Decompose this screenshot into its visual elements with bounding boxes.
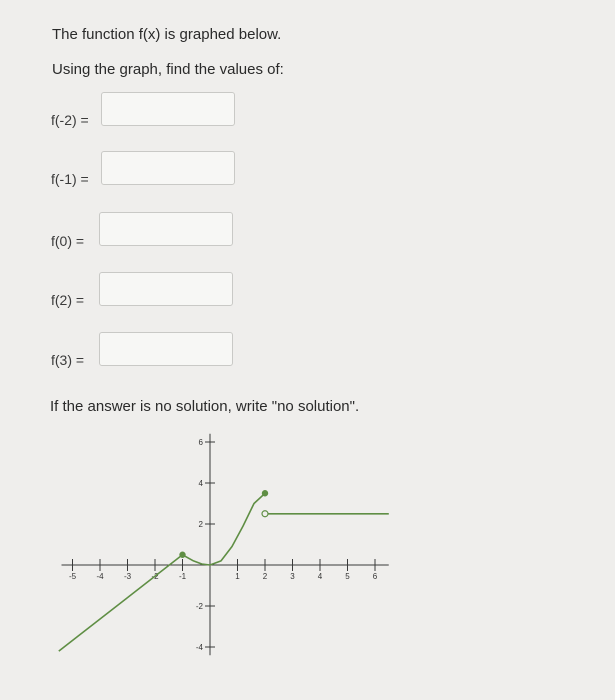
y-tick-label: -2 [195, 602, 203, 611]
closed-point [262, 490, 268, 496]
question-label-f-0: f(0) = [51, 233, 85, 249]
y-tick-label: 6 [198, 438, 203, 447]
curve-group [59, 490, 389, 651]
x-tick-label: -3 [123, 572, 132, 581]
x-tick-label: 2 [262, 572, 268, 581]
question-label-f-3: f(3) = [51, 352, 85, 368]
question-label-f-neg2: f(-2) = [51, 112, 89, 128]
answer-input-f-2[interactable] [99, 272, 233, 306]
instruction-text: Using the graph, find the values of: [52, 61, 284, 78]
x-tick-label: 3 [290, 572, 295, 581]
x-axis-group [62, 559, 389, 581]
x-tick-label: -1 [178, 572, 187, 581]
curve-piece-1 [183, 493, 266, 565]
y-axis-group [196, 434, 215, 655]
answer-input-f-neg1[interactable] [101, 151, 235, 185]
x-tick-label: -4 [96, 572, 104, 581]
y-tick-label: -4 [195, 643, 203, 652]
closed-point [179, 552, 185, 558]
x-tick-label: -5 [68, 572, 77, 581]
y-tick-label: 2 [198, 520, 203, 529]
open-point [262, 511, 268, 517]
question-label-f-2: f(2) = [51, 292, 85, 308]
x-tick-label: 4 [317, 572, 323, 581]
function-graph [40, 430, 400, 660]
y-tick-label: 4 [198, 479, 203, 488]
x-tick-label: 1 [235, 572, 240, 581]
question-label-f-neg1: f(-1) = [51, 171, 89, 187]
x-tick-label: 6 [372, 572, 378, 581]
x-tick-label: -2 [151, 572, 159, 581]
answer-input-f-neg2[interactable] [101, 92, 235, 126]
no-solution-note: If the answer is no solution, write "no solution". [50, 398, 360, 415]
answer-input-f-3[interactable] [99, 332, 233, 366]
answer-input-f-0[interactable] [99, 212, 233, 246]
x-tick-label: 5 [345, 572, 350, 581]
intro-text: The function f(x) is graphed below. [52, 26, 282, 43]
curve-piece-0 [59, 555, 183, 651]
